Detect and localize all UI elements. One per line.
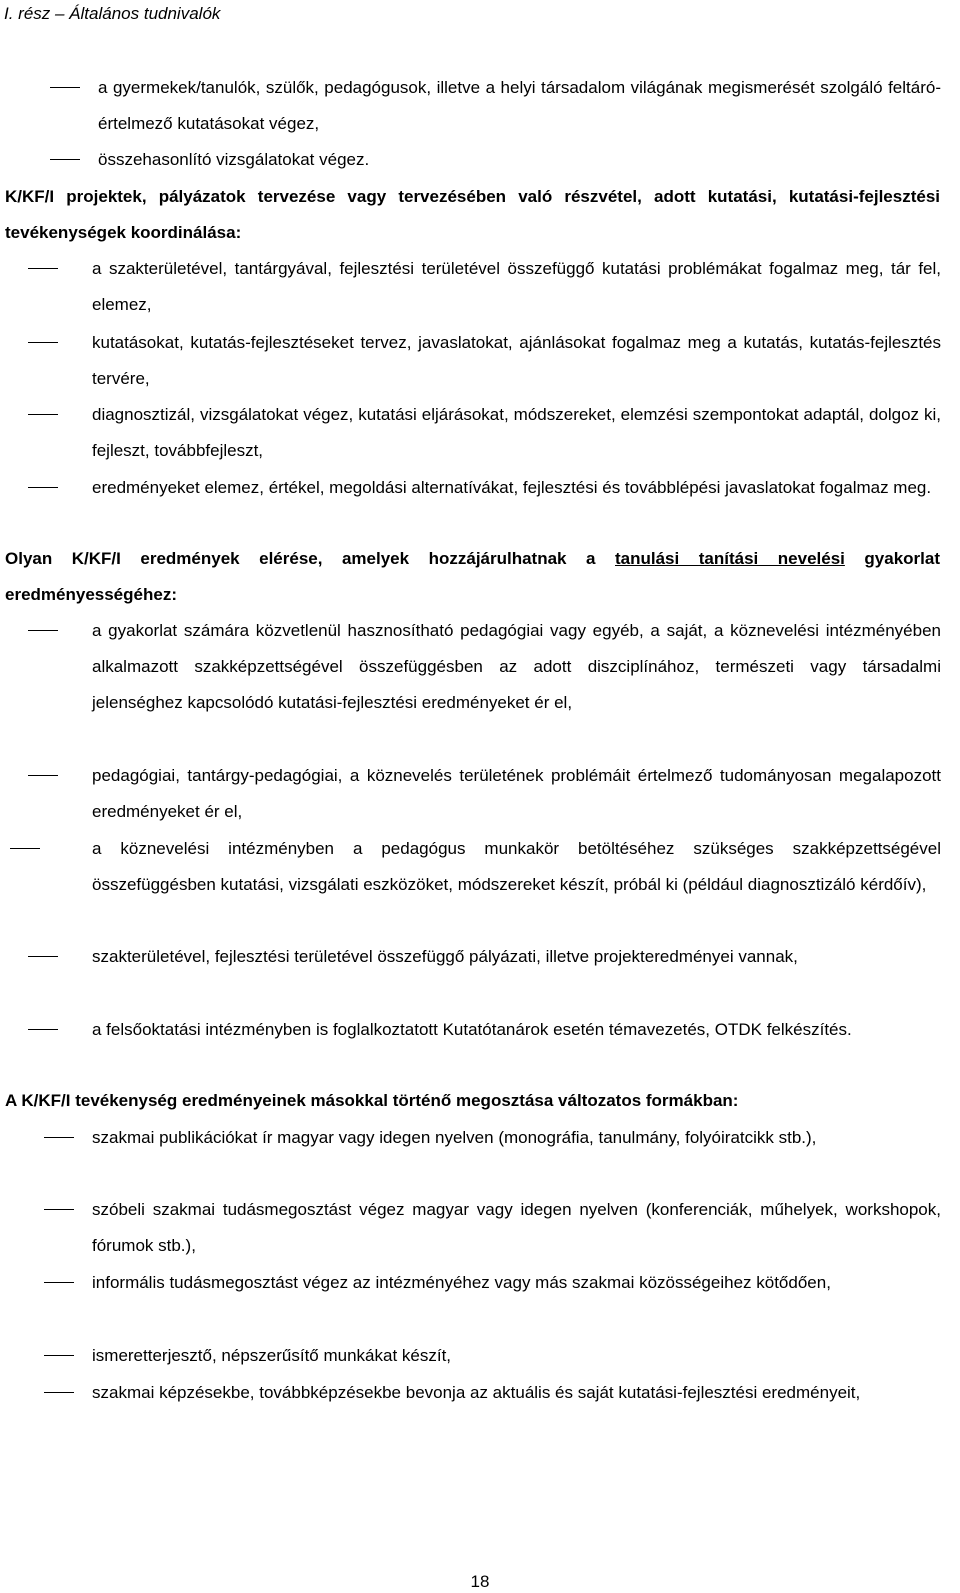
list-item-text: diagnosztizál, vizsgálatokat végez, kutatási eljárásokat, módszereket, elemzési szempontokat adaptál, dolgoz ki, fejleszt, továbbfejleszt, bbox=[92, 405, 941, 460]
section-heading: K/KF/I projektek, pályázatok tervezése vagy tervezésében való részvétel, adott kutatási, kutatási-fejlesztési tevékenységek koordinálása: bbox=[5, 187, 940, 242]
section-heading: A K/KF/I tevékenység eredményeinek másokkal történő megosztása változatos formákban: bbox=[5, 1091, 739, 1110]
list-item-text: szakmai képzésekbe, továbbképzésekbe bevonja az aktuális és saját kutatási-fejlesztési eredményeit, bbox=[92, 1383, 861, 1402]
dash-bullet bbox=[28, 268, 58, 269]
dash-bullet bbox=[28, 630, 58, 631]
list-item bbox=[44, 1375, 941, 1411]
section-heading-underlined: tanulási tanítási nevelési bbox=[615, 549, 845, 568]
list-item-text: a köznevelési intézményben a pedagógus munkakör betöltéséhez szükséges szakképzettségével összefüggésben kutatási, vizsgálati eszközöket, módszereket készít, próbál ki (például diagnosztizáló kérdőív), bbox=[92, 839, 941, 894]
list-item bbox=[44, 1192, 941, 1264]
dash-bullet bbox=[50, 87, 80, 88]
dash-bullet bbox=[28, 775, 58, 776]
list-item bbox=[28, 758, 941, 830]
section-heading-text: Olyan K/KF/I eredmények elérése, amelyek hozzájárulhatnak a bbox=[5, 549, 615, 568]
section-heading bbox=[5, 541, 940, 613]
list-item-text: a felsőoktatási intézményben is foglalkoztatott Kutatótanárok esetén témavezetés, OTDK felkészítés. bbox=[92, 1020, 852, 1039]
list-item-text: a szakterületével, tantárgyával, fejlesztési területével összefüggő kutatási problémákat fogalmaz meg, tár fel, elemez, bbox=[92, 259, 941, 314]
dash-bullet bbox=[44, 1392, 74, 1393]
dash-bullet bbox=[50, 159, 80, 160]
list-item bbox=[44, 1338, 941, 1374]
list-item bbox=[28, 325, 941, 397]
dash-bullet bbox=[28, 342, 58, 343]
list-item bbox=[28, 251, 941, 323]
list-item-text: szóbeli szakmai tudásmegosztást végez magyar vagy idegen nyelven (konferenciák, műhelyek, workshopok, fórumok stb.), bbox=[92, 1200, 941, 1255]
list-item bbox=[44, 1265, 941, 1301]
dash-bullet bbox=[28, 414, 58, 415]
list-item bbox=[50, 70, 941, 142]
list-item-text: kutatásokat, kutatás-fejlesztéseket tervez, javaslatokat, ajánlásokat fogalmaz meg a kutatás, kutatás-fejlesztés tervére, bbox=[92, 333, 941, 388]
dash-bullet bbox=[28, 956, 58, 957]
list-item bbox=[44, 1120, 941, 1156]
list-item bbox=[28, 470, 941, 506]
list-item-text: eredményeket elemez, értékel, megoldási alternatívákat, fejlesztési és továbblépési javaslatokat fogalmaz meg. bbox=[92, 478, 932, 497]
dash-bullet bbox=[10, 848, 40, 849]
list-item-text: szakterületével, fejlesztési területével összefüggő pályázati, illetve projekteredményei vannak, bbox=[92, 947, 798, 966]
list-item-text: pedagógiai, tantárgy-pedagógiai, a köznevelés területének problémáit értelmező tudományosan megalapozott eredményeket ér el, bbox=[92, 766, 941, 821]
list-item-text: szakmai publikációkat ír magyar vagy idegen nyelven (monográfia, tanulmány, folyóiratcikk stb.), bbox=[92, 1128, 817, 1147]
dash-bullet bbox=[44, 1355, 74, 1356]
page-number: 18 bbox=[470, 1572, 490, 1591]
dash-bullet bbox=[28, 1029, 58, 1030]
list-item bbox=[28, 613, 941, 721]
list-item-text: ismeretterjesztő, népszerűsítő munkákat készít, bbox=[92, 1346, 452, 1365]
list-item bbox=[10, 831, 941, 903]
list-item bbox=[28, 397, 941, 469]
list-item bbox=[28, 939, 941, 975]
page-header-title: I. rész – Általános tudnivalók bbox=[4, 4, 221, 23]
list-item-text: informális tudásmegosztást végez az intézményéhez vagy más szakmai közösségeihez kötődően, bbox=[92, 1273, 831, 1292]
list-item bbox=[50, 142, 941, 178]
list-item-text: a gyermekek/tanulók, szülők, pedagógusok, illetve a helyi társadalom világának megismerését szolgáló feltáró-értelmező kutatásokat végez, bbox=[98, 78, 941, 133]
dash-bullet bbox=[44, 1209, 74, 1210]
list-item-text: a gyakorlat számára közvetlenül hasznosítható pedagógiai vagy egyéb, a saját, a köznevelési intézményében alkalmazott szakképzettségével összefüggésben az adott diszciplínához, természeti vagy társadalmi jelenséghez kapcsolódó kutatási-fejlesztési eredményeket ér el, bbox=[92, 621, 941, 712]
dash-bullet bbox=[44, 1282, 74, 1283]
dash-bullet bbox=[44, 1137, 74, 1138]
list-item bbox=[28, 1012, 941, 1048]
list-item-text: összehasonlító vizsgálatokat végez. bbox=[98, 150, 370, 169]
dash-bullet bbox=[28, 487, 58, 488]
section-heading-text: gyakorlat eredményességéhez: bbox=[5, 549, 940, 604]
